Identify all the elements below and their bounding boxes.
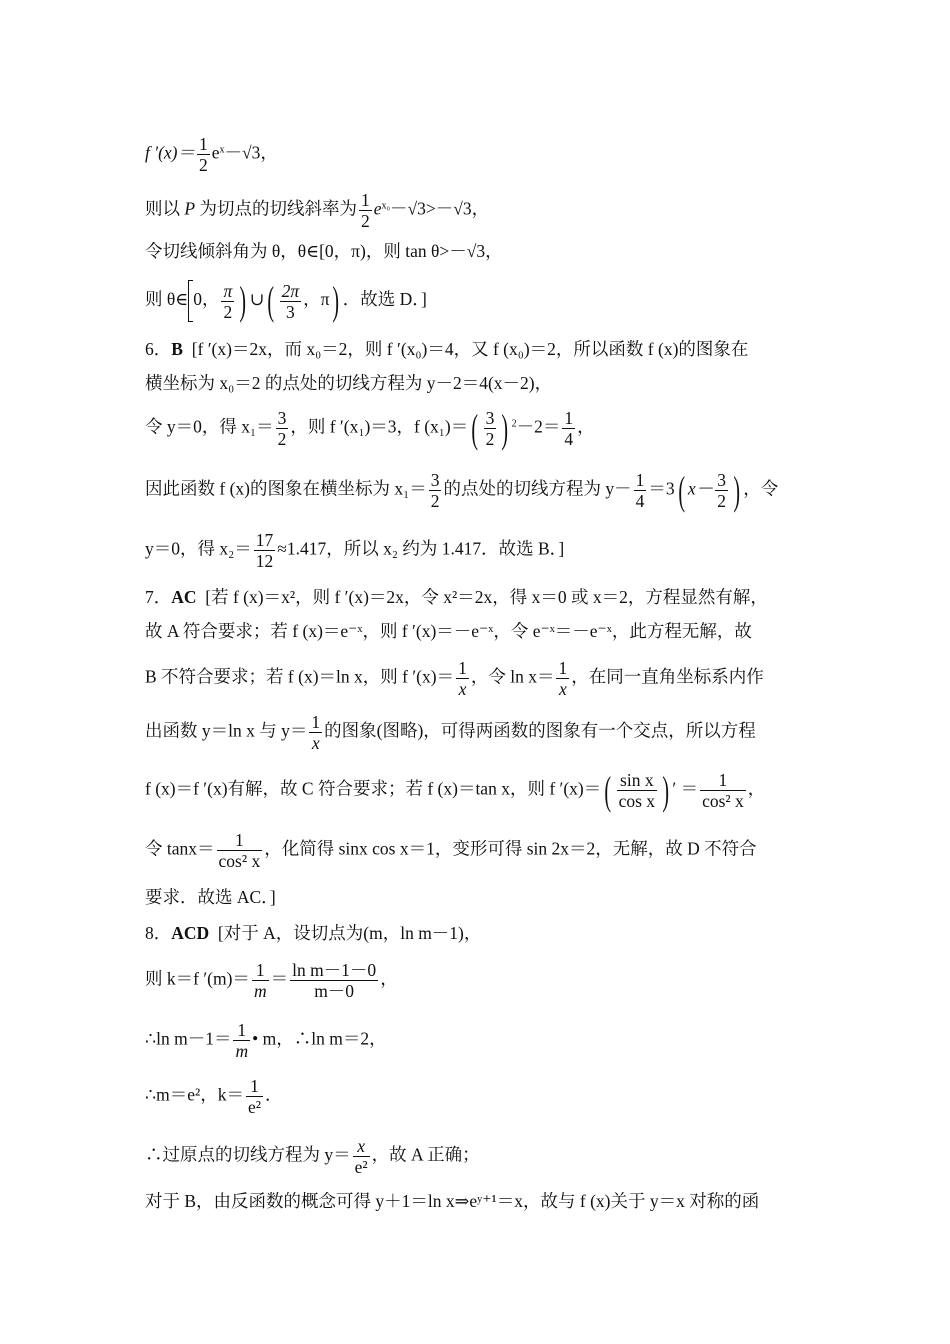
line-5: 6．B [f ′(x)＝2x，而 x₀＝2，则 f ′(x₀)＝4，又 f (x₀)＝2，所以函数 f (x)的图象在: [145, 339, 749, 359]
fraction: $\frac{x}{\text{e²}}$: [354, 1136, 368, 1177]
fraction: $\frac{1}{2}$: [360, 190, 370, 231]
fraction: $\frac{\text{ln m－1－0}}{m-0}$: [292, 960, 377, 1001]
line-6: 横坐标为 x₀＝2 的点处的切线方程为 y－2＝4(x－2)，: [145, 373, 553, 393]
line-3: 令切线倾斜角为 θ，θ∈[0，π)，则 tan θ>－√3，: [145, 241, 503, 261]
line-10: 7．AC [若 f (x)＝x²，则 f ′(x)＝2x，令 x²＝2x，得 x＝0 或 x＝2，方程显然有解，: [145, 587, 768, 607]
fraction: $\frac{1}{x}$: [558, 658, 568, 699]
line-21: ∴过原点的切线方程为 y＝ $\frac{x}{\text{e²}}$ ，故 A 正确；: [145, 1136, 480, 1177]
line-19: ∴ln m－1＝ $\frac{1}{m}$ • m，∴ln m＝2，: [145, 1020, 387, 1061]
line-1: f ′(x)＝ $\frac{1}{2}$ $e^x-√3$，: [145, 134, 278, 175]
line-9: y＝0，得 x₂＝ $\frac{17}{12}$ ≈1.417，所以 x₂ 约为 1.417．故选 B．]: [145, 530, 565, 571]
line-20: ∴m＝e²，k＝ $\frac{1}{\text{e²}}$ ．: [145, 1076, 283, 1117]
line-7: 令 y＝0，得 x₁＝ $\frac{3}{2}$ ，则 f ′(x₁)＝3，f (x₁)＝( $\frac{3}{2}$ ) $^2$－2＝ $\frac{1}{4}$ ，: [145, 405, 595, 451]
fraction: $\frac{3}{2}$: [485, 408, 495, 449]
fraction: $\frac{1}{m}$: [235, 1020, 249, 1061]
fraction: $\frac{1}{2}$: [199, 134, 208, 175]
line-16: 要求．故选 AC．]: [145, 887, 276, 907]
fraction: $\frac{1}{\text{e²}}$: [248, 1076, 262, 1117]
fraction: $\frac{1}{x}$: [311, 712, 321, 753]
line-8: 因此函数 f (x)的图象在横坐标为 x₁＝ $\frac{3}{2}$ 的点处的切线方程为 y－ $\frac{1}{4}$ ＝3( x－ $\frac{3}{2}$ ) ，令: [145, 467, 779, 513]
line-4: 则 θ∈ 0， $\frac{\pi}{2}$ ) ∪( $\frac{2\pi}{3}$ ，π) ．故选 D．]: [145, 278, 427, 323]
fraction: $\frac{\text{sin x}}{\text{cos x}}$: [618, 770, 656, 811]
fraction: $\frac{3}{2}$: [717, 470, 726, 511]
fraction: $\frac{\pi}{2}$: [223, 280, 233, 322]
line-14: f (x)＝f ′(x)有解，故 C 符合要求；若 f (x)＝tan x，则 f ′(x)＝( $\frac{\text{sin x}}{\text{cos x}}$ ) ′ ＝ $\frac{1}{\text{cos² x}}$ ，: [145, 767, 766, 813]
fraction: $\frac{3}{2}$: [277, 408, 287, 449]
line-17: 8．ACD [对于 A，设切点为(m，ln m－1)，: [145, 923, 482, 943]
fraction: $\frac{1}{\text{cos² x}}$: [702, 770, 744, 811]
line-2: 则以 P 为切点的切线斜率为 $\frac{1}{2}$ $e^{x_0}-√3>-√3$，: [145, 190, 490, 231]
fraction: $\frac{1}{x}$: [458, 658, 467, 699]
line-15: 令 tanx＝ $\frac{1}{\text{cos² x}}$ ，化简得 sinx cos x＝1，变形可得 sin 2x＝2，无解，故 D 不符合: [145, 830, 757, 871]
fraction: $\frac{1}{\text{cos² x}}$: [218, 830, 261, 871]
line-13: 出函数 y＝ln x 与 y＝ $\frac{1}{x}$ 的图象(图略)，可得两函数的图象有一个交点，所以方程: [145, 712, 756, 753]
fraction: $\frac{17}{12}$: [255, 530, 274, 571]
line-18: 则 k＝f ′(m)＝ $\frac{1}{m}$ ＝ $\frac{\text{ln m－1－0}}{m-0}$ ，: [145, 960, 398, 1001]
fraction: $\frac{1}{4}$: [635, 470, 645, 511]
fraction: $\frac{1}{m}$: [253, 960, 267, 1001]
fraction: $\frac{1}{4}$: [564, 408, 574, 449]
fraction: $\frac{2\pi}{3}$: [281, 280, 300, 322]
line-22: 对于 B，由反函数的概念可得 y＋1＝ln x⇒eʸ⁺¹＝x，故与 f (x)关于 y＝x 对称的函: [145, 1191, 760, 1211]
line-11: 故 A 符合要求；若 f (x)＝e⁻ˣ，则 f ′(x)＝－e⁻ˣ，令 e⁻ˣ＝－e⁻ˣ，此方程无解，故: [145, 621, 752, 641]
line-12: B 不符合要求；若 f (x)＝ln x，则 f ′(x)＝ $\frac{1}{x}$ ，令 ln x＝ $\frac{1}{x}$ ，在同一直角坐标系内作: [145, 658, 764, 699]
fraction: $\frac{3}{2}$: [430, 470, 440, 511]
